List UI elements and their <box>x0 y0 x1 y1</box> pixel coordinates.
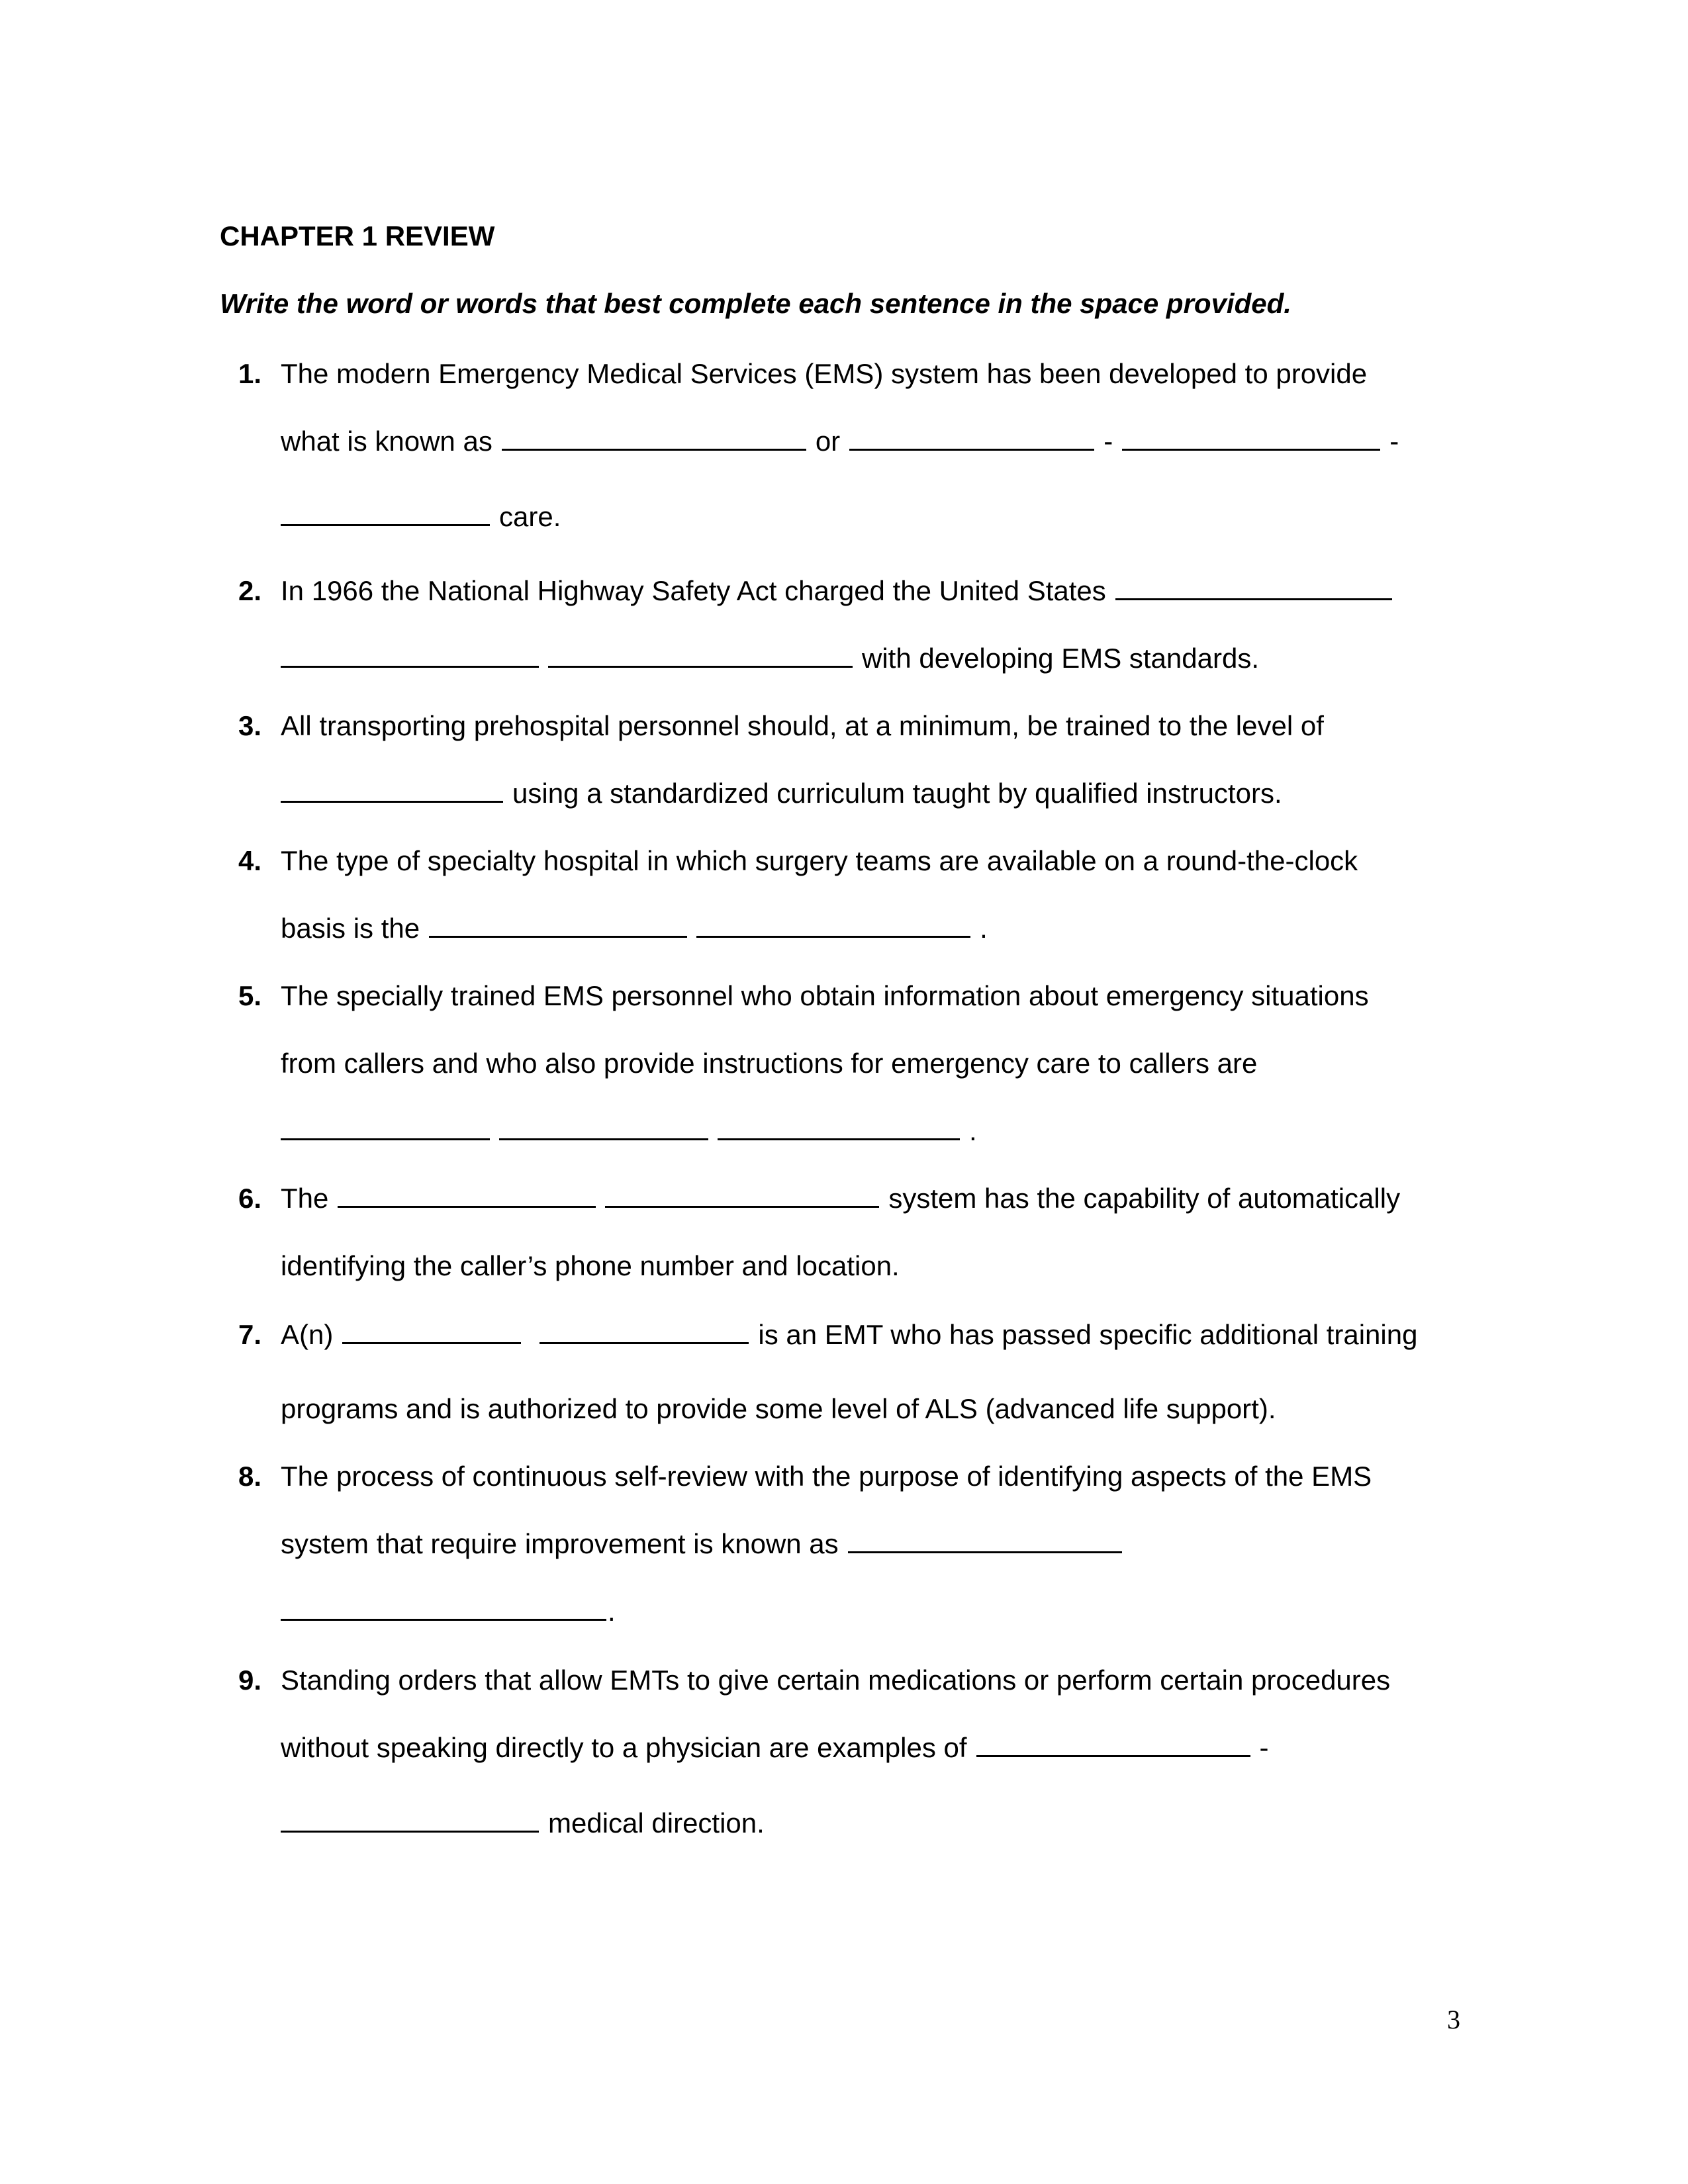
question-number: 9. <box>238 1664 262 1696</box>
question-line: The specially trained EMS personnel who obtain information about emergency situations <box>281 980 1369 1011</box>
answer-blank[interactable] <box>342 1322 521 1344</box>
question-line: system that require improvement is known as <box>281 1530 1131 1558</box>
answer-blank[interactable] <box>499 1118 708 1140</box>
question-line: with developing EMS standards. <box>281 645 1259 672</box>
question-number: 8. <box>238 1461 262 1492</box>
chapter-title: CHAPTER 1 REVIEW <box>220 220 495 251</box>
answer-blank[interactable] <box>718 1118 960 1140</box>
instructions: Write the word or words that best complete each sentence in the space provided. <box>220 288 1291 319</box>
answer-blank[interactable] <box>281 781 503 803</box>
question-number: 4. <box>238 845 262 876</box>
question-line: identifying the caller’s phone number and location. <box>281 1250 900 1281</box>
answer-blank[interactable] <box>548 646 853 668</box>
question-line: All transporting prehospital personnel should, at a minimum, be trained to the level of <box>281 710 1324 741</box>
answer-blank[interactable] <box>338 1186 596 1208</box>
question-line: Standing orders that allow EMTs to give certain medications or perform certain procedures <box>281 1664 1391 1696</box>
question-number: 1. <box>238 358 262 389</box>
question-line: The system has the capability of automatically <box>281 1183 1401 1214</box>
question-line: using a standardized curriculum taught by qualified instructors. <box>281 780 1282 807</box>
answer-blank[interactable] <box>281 1599 606 1621</box>
answer-blank[interactable] <box>281 1811 539 1833</box>
question-line: A(n) is an EMT who has passed specific additional training <box>281 1319 1418 1350</box>
question-line: The modern Emergency Medical Services (EMS) system has been developed to provide <box>281 358 1368 389</box>
question-line: In 1966 the National Highway Safety Act charged the United States <box>281 577 1401 605</box>
question-line: programs and is authorized to provide some level of ALS (advanced life support). <box>281 1393 1276 1424</box>
answer-blank[interactable] <box>605 1186 879 1208</box>
question-line: The type of specialty hospital in which surgery teams are available on a round-the-clock <box>281 845 1358 876</box>
question-number: 7. <box>238 1319 262 1350</box>
question-line: basis is the . <box>281 913 988 944</box>
question-line: care. <box>281 503 561 531</box>
answer-blank[interactable] <box>429 916 687 938</box>
answer-blank[interactable] <box>281 1118 490 1140</box>
answer-blank[interactable] <box>1115 578 1392 600</box>
question-line: . <box>281 1598 616 1625</box>
answer-blank[interactable] <box>1122 429 1380 451</box>
question-line: what is known as or - - <box>281 426 1399 457</box>
question-number: 6. <box>238 1183 262 1214</box>
answer-blank[interactable] <box>539 1322 749 1344</box>
question-number: 2. <box>238 575 262 606</box>
answer-blank[interactable] <box>281 646 539 668</box>
answer-blank[interactable] <box>976 1735 1250 1757</box>
answer-blank[interactable] <box>502 429 806 451</box>
question-line: from callers and who also provide instructions for emergency care to callers are <box>281 1048 1258 1079</box>
question-number: 5. <box>238 980 262 1011</box>
answer-blank[interactable] <box>696 916 970 938</box>
answer-blank[interactable] <box>281 504 490 526</box>
answer-blank[interactable] <box>848 1531 1122 1553</box>
question-line: medical direction. <box>281 1809 765 1837</box>
answer-blank[interactable] <box>849 429 1094 451</box>
question-line: . <box>281 1117 977 1145</box>
question-line: The process of continuous self-review with the purpose of identifying aspects of the EMS <box>281 1461 1372 1492</box>
question-number: 3. <box>238 710 262 741</box>
question-line: without speaking directly to a physician are examples of - <box>281 1732 1269 1763</box>
page-number: 3 <box>1447 2005 1460 2034</box>
